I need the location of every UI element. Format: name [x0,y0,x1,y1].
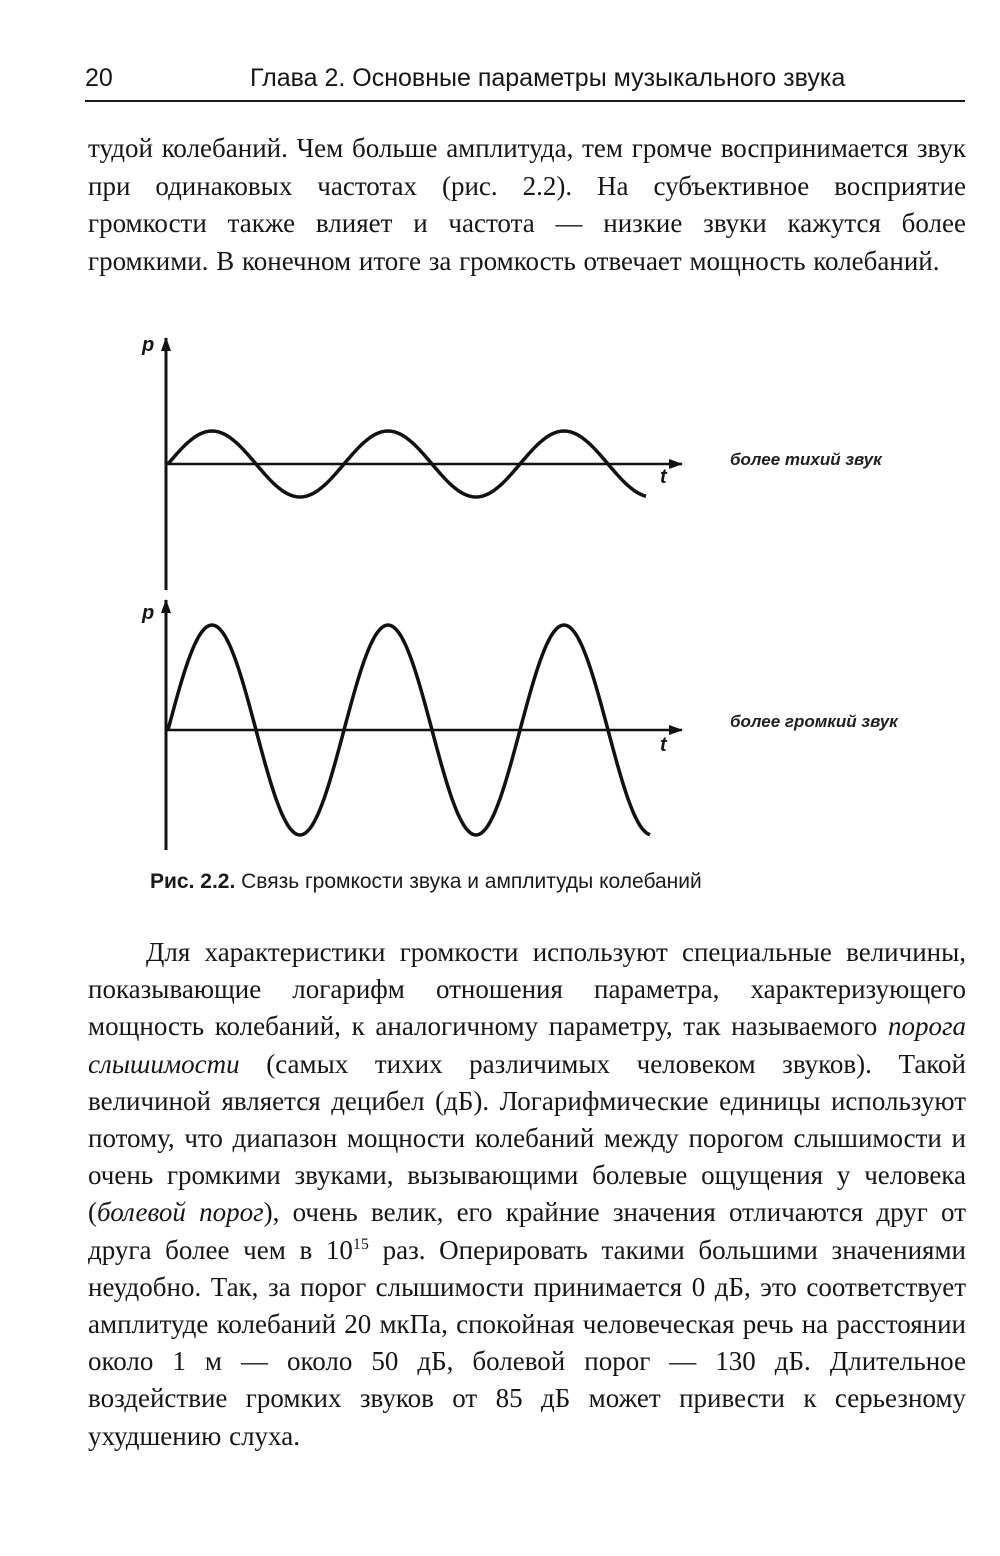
waveform-diagram [0,320,1000,880]
bottom-t-label: t [660,734,667,756]
chapter-title: Глава 2. Основные параметры музыкального звука [250,64,846,92]
top-p-label: p [142,334,155,356]
paragraph-2 [88,934,966,1455]
paragraph-2-part-1: Для характеристики громкости используют специальные величины, показывающие логарифм отношения параметра, характеризующего мощность колебаний, к аналогичному параметру, так называемого [88,937,966,1042]
exponent: 15 [352,1235,369,1253]
term-hearing-threshold: порога слышимости [88,1011,966,1079]
top-t-label: t [660,466,667,488]
figure-caption-text: Связь громкости звука и амплитуды колебаний [241,870,702,893]
paragraph-2-part-3: ), очень велик, его крайние значения отличаются друг от друга более чем в 10 [88,1197,966,1265]
loud-sound-caption: более громкий звук [730,712,898,731]
bottom-p-label: p [142,602,155,624]
figure-number: Рис. 2.2. [150,870,236,893]
term-pain-threshold: болевой порог [97,1197,264,1228]
paragraph-2-part-2: (самых тихих различимых человеком звуков). Такой величиной является децибел (дБ). Логарифмические единицы используют потому, что диапазон мощности колебаний между порогом слышимости и очень громкими звуками, вызывающими болевые ощущения у человека ( [88,1048,966,1228]
figure-caption [150,870,702,894]
page-number: 20 [85,64,113,92]
paragraph-1: тудой колебаний. Чем больше амплитуда, тем громче воспринимается звук при одинаковых частотах (рис. 2.2). На субъективное восприятие громкости также влияет и частота — низкие звуки кажутся более громкими. В конечном итоге за громкость отвечает мощность колебаний. [88,133,966,276]
running-header [85,58,965,102]
paragraph-2-part-4: раз. Оперировать такими большими значениями неудобно. Так, за порог слышимости принимается 0 дБ, это соответствует амплитуде колебаний 20 мкПа, спокойная человеческая речь на расстоянии около 1 м — около 50 дБ, болевой порог — 130 дБ. Длительное воздействие громких звуков от 85 дБ может привести к серьезному ухудшению слуха. [88,1234,966,1451]
quiet-sound-caption: более тихий звук [730,450,882,469]
figure-2-2 [0,320,1000,880]
